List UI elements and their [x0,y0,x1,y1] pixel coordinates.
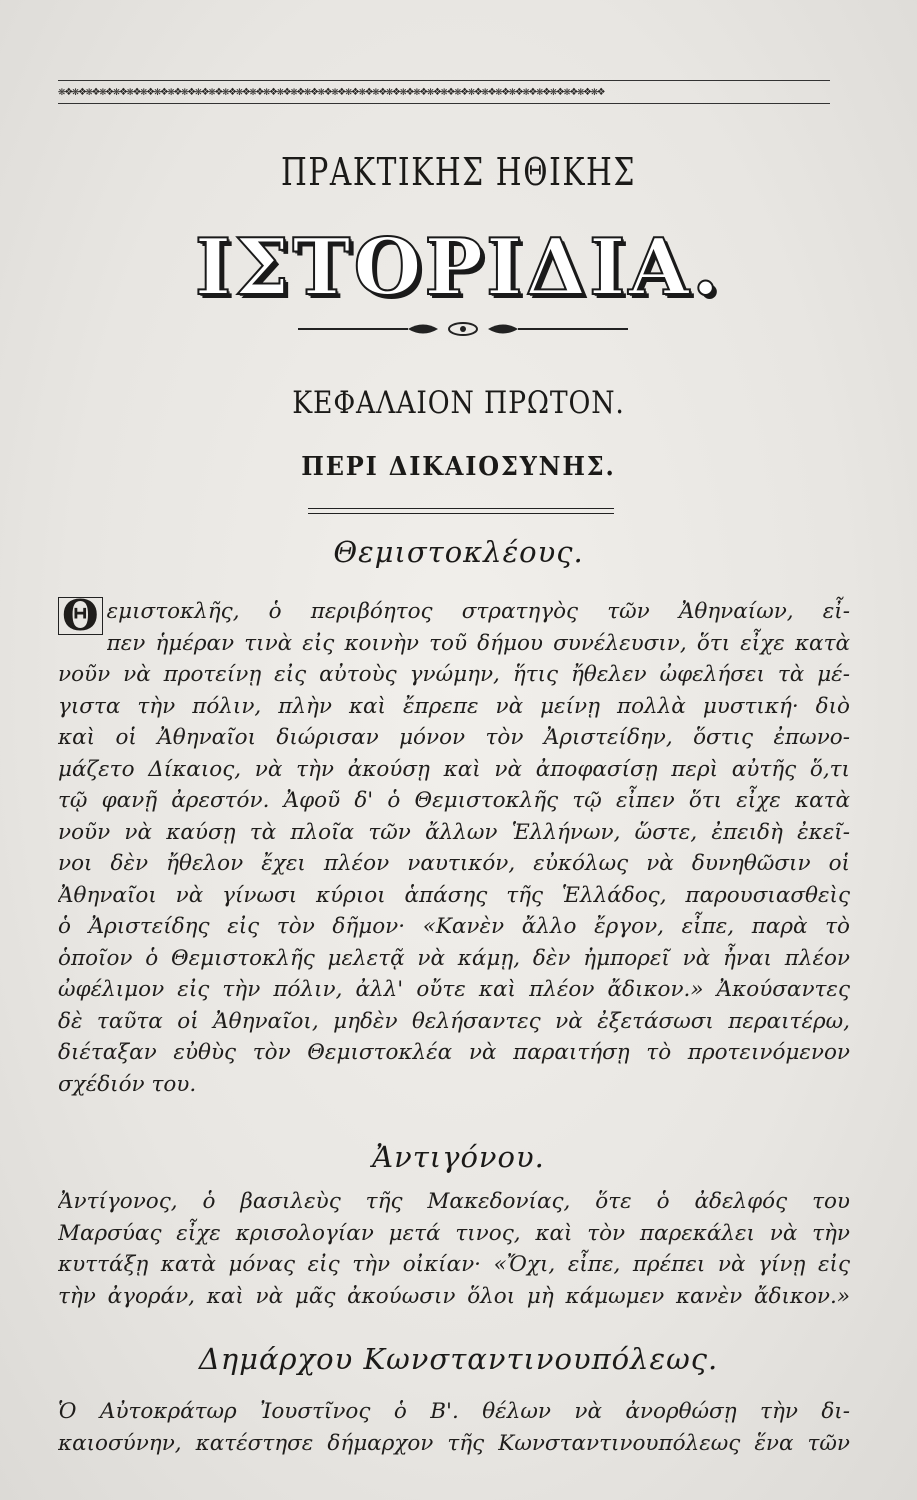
text-line: νοῦν νὰ καύσῃ τὰ πλοῖα τῶν ἄλλων Ἑλλήνων, ὥστε, ἐπειδὴ ἐκεῖ- [58,819,850,845]
text-line: ὁποῖον ὁ Θεμιστοκλῆς μελετᾷ νὰ κάμῃ, δὲν ἠμπορεῖ νὰ ἦναι πλέον [58,945,850,971]
text-line: σχέδιόν του. [58,1071,197,1097]
chapter-label: ΚΕΦΑΛΑΙΟΝ ΠΡΩΤΟΝ. [292,385,625,421]
text-line: κυττάξῃ κατὰ μόνας εἰς τὴν οἰκίαν· «Ὄχι, εἶπε, πρέπει νὰ γίνῃ εἰς [58,1252,850,1277]
text-line: εμιστοκλῆς, ὁ περιβόητος στρατηγὸς τῶν Ἀθηναίων, εἶ- [106,599,850,624]
text-line: δὲ ταῦτα οἱ Ἀθηναῖοι, μηδὲν θελήσαντες νὰ ἐξετάσωσι περαιτέρω, [58,1008,850,1034]
text-line: νοι δὲν ἤθελον ἔχει πλέον ναυτικόν, εὐκόλως νὰ δυνηθῶσιν οἱ [58,851,850,876]
text-line: τῷ φανῇ ἀρεστόν. Ἀφοῦ δ' ὁ Θεμιστοκλῆς τῷ εἶπεν ὅτι εἶχε κατὰ [58,788,850,813]
text-line: ὁ Ἀριστείδης εἰς τὸν δῆμον· «Κανὲν ἄλλο ἔργον, εἶπε, παρὰ τὸ [58,914,850,939]
text-line: καιοσύνην, κατέστησε δήμαρχον τῆς Κωνσταντινουπόλεως ἕνα τῶν [58,1430,850,1456]
ornamental-border: ❋❖❋❖❋❖❋❖❋❖❋❖❋❖❋❖❋❖❋❖❋❖❋❖❋❖❋❖❋❖❋❖❋❖❋❖❋❖❋❖❋❖❋❖❋❖❋❖❋❖❋❖❋❖❋❖❋❖❋❖❋❖❋❖❋❖❋❖❋❖❋❖❋❖❋❖❋❖❋❖ [58,80,830,104]
book-subtitle: ΠΡΑΚΤΙΚΗΣ ΗΘΙΚΗΣ [281,150,636,194]
chapter-subject: ΠΕΡΙ ΔΙΚΑΙΟΣΥΝΗΣ. [301,452,616,482]
text-line: διέταξαν εὐθὺς τὸν Θεμιστοκλέα νὰ παραιτήσῃ τὸ προτεινόμενον [58,1040,850,1065]
text-line: Μαρσύας εἶχε κρισολογίαν μετά τινος, καὶ τὸν παρεκάλει νὰ τὴν [58,1220,850,1246]
text-line: γιστα τὴν πόλιν, πλὴν καὶ ἔπρεπε νὰ μείνῃ πολλὰ μυστική· διὸ [58,693,850,719]
section-body [58,1396,850,1459]
section-heading: Ἀντιγόνου. [372,1140,545,1174]
section-heading: Θεμιστοκλέους. [333,535,584,569]
divider-rule [308,508,614,509]
book-title: ΙΣΤΟΡΙΔΙΑ. [194,222,723,313]
section-heading: Δημάρχου Κωνσταντινουπόλεως. [198,1342,719,1376]
text-line: μάζετο Δίκαιος, νὰ τὴν ἀκούσῃ καὶ νὰ ἀποφασίσῃ περὶ αὐτῆς ὅ,τι [58,756,850,782]
text-line: ὠφέλιμον εἰς τὴν πόλιν, ἀλλ' οὔτε καὶ πλέον ἄδικον.» Ἀκούσαντες [58,977,850,1002]
divider-rule [308,513,614,514]
section-body [58,591,850,1100]
text-line: καὶ οἱ Ἀθηναῖοι διώρισαν μόνον τὸν Ἀριστείδην, ὅστις ἐπωνο- [58,725,850,750]
flourish-divider [298,316,628,342]
section-body [58,1186,850,1312]
text-line: Ἀντίγονος, ὁ βασιλεὺς τῆς Μακεδονίας, ὅτε ὁ ἀδελφός του [58,1189,850,1214]
text-line: Ἀθηναῖοι νὰ γίνωσι κύριοι ἁπάσης τῆς Ἑλλάδος, παρουσιασθεὶς [58,882,850,908]
text-line: πεν ἡμέραν τινὰ εἰς κοινὴν τοῦ δήμου συνέλευσιν, ὅτι εἶχε κατὰ [106,630,850,656]
drop-cap: Θ [58,597,103,635]
text-line: τὴν ἀγοράν, καὶ νὰ μᾶς ἀκούωσιν ὅλοι μὴ κάμωμεν κανὲν ἄδικον.» [58,1283,850,1309]
text-line: νοῦν νὰ προτείνῃ εἰς αὐτοὺς γνώμην, ἥτις ἤθελεν ὠφελήσει τὰ μέ- [58,662,850,687]
text-line: Ὁ Αὐτοκράτωρ Ἰουστῖνος ὁ Β'. θέλων νὰ ἀνορθώσῃ τὴν δι- [58,1399,850,1424]
